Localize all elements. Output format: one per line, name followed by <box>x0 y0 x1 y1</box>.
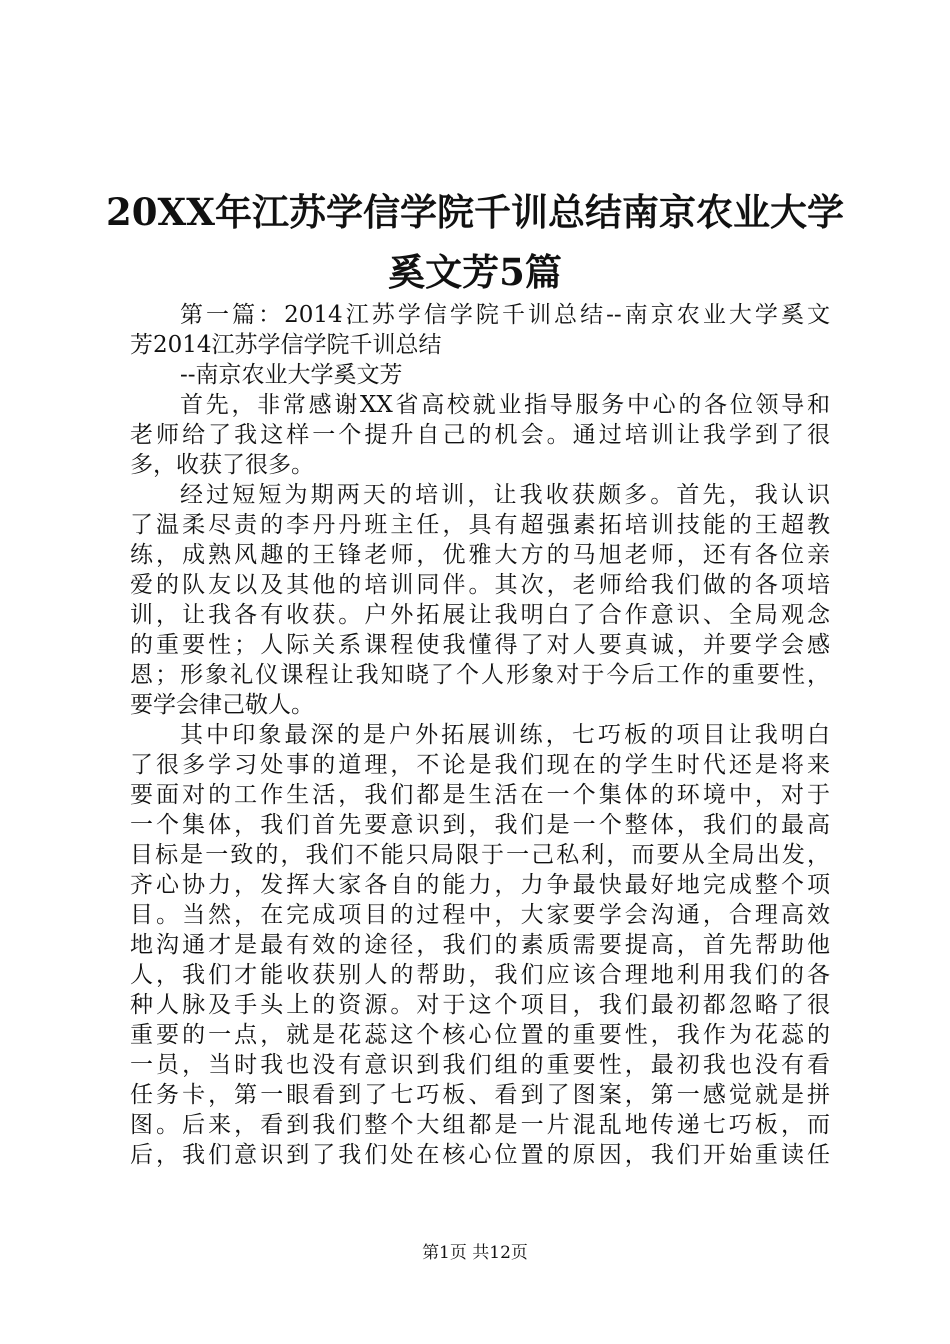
text-line: 目标是一致的，我们不能只局限于一己私利，而要从全局出发， <box>130 842 830 868</box>
text-line: 爱的队友以及其他的培训同伴。其次，老师给我们做的各项培 <box>130 572 830 598</box>
text-line: 了温柔尽责的李丹丹班主任，具有超强素拓培训技能的王超教 <box>130 512 830 538</box>
page-footer: 第1页 共12页 <box>422 1243 528 1263</box>
text-line: 练，成熟风趣的王锋老师，优雅大方的马旭老师，还有各位亲 <box>130 542 830 568</box>
text-line: 要学会律己敬人。 <box>130 692 314 718</box>
text-line: 一员，当时我也没有意识到我们组的重要性，最初我也没有看 <box>130 1052 830 1078</box>
document-body <box>130 300 830 1170</box>
text-line: 一个集体，我们首先要意识到，我们是一个整体，我们的最高 <box>130 812 830 838</box>
document-title-line-1: 20XX年江苏学信学院千训总结南京农业大学 <box>106 190 844 234</box>
text-line: --南京农业大学奚文芳 <box>180 362 403 388</box>
text-line: 目。当然，在完成项目的过程中，大家要学会沟通，合理高效 <box>130 902 830 928</box>
text-line: 的重要性；人际关系课程使我懂得了对人要真诚，并要学会感 <box>130 632 830 658</box>
text-line: 恩；形象礼仪课程让我知晓了个人形象对于今后工作的重要性， <box>130 662 830 688</box>
text-line: 图。后来，看到我们整个大组都是一片混乱地传递七巧板，而 <box>130 1112 830 1138</box>
text-line: 要面对的工作生活，我们都是生活在一个集体的环境中，对于 <box>130 782 830 808</box>
text-line: 芳2014江苏学信学院千训总结 <box>130 332 442 358</box>
document-title-line-2: 奚文芳5篇 <box>388 250 562 294</box>
text-line: 其中印象最深的是户外拓展训练，七巧板的项目让我明白 <box>180 722 830 748</box>
text-line: 任务卡，第一眼看到了七巧板、看到了图案，第一感觉就是拼 <box>130 1082 830 1108</box>
text-line: 了很多学习处事的道理，不论是我们现在的学生时代还是将来 <box>130 752 830 778</box>
text-line: 首先，非常感谢XX省高校就业指导服务中心的各位领导和 <box>180 392 830 418</box>
text-line: 地沟通才是最有效的途径，我们的素质需要提高，首先帮助他 <box>130 932 830 958</box>
text-line: 重要的一点，就是花蕊这个核心位置的重要性，我作为花蕊的 <box>130 1022 830 1048</box>
text-line: 老师给了我这样一个提升自己的机会。通过培训让我学到了很 <box>130 422 830 448</box>
text-line: 齐心协力，发挥大家各自的能力，力争最快最好地完成整个项 <box>130 872 830 898</box>
text-line: 多，收获了很多。 <box>130 452 314 478</box>
text-line: 第一篇：2014江苏学信学院千训总结--南京农业大学奚文 <box>180 302 830 328</box>
text-line: 种人脉及手头上的资源。对于这个项目，我们最初都忽略了很 <box>130 992 830 1018</box>
text-line: 人，我们才能收获别人的帮助，我们应该合理地利用我们的各 <box>130 962 830 988</box>
text-line: 后，我们意识到了我们处在核心位置的原因，我们开始重读任 <box>130 1142 830 1168</box>
text-line: 经过短短为期两天的培训，让我收获颇多。首先，我认识 <box>180 482 830 508</box>
text-line: 训，让我各有收获。户外拓展让我明白了合作意识、全局观念 <box>130 602 830 628</box>
